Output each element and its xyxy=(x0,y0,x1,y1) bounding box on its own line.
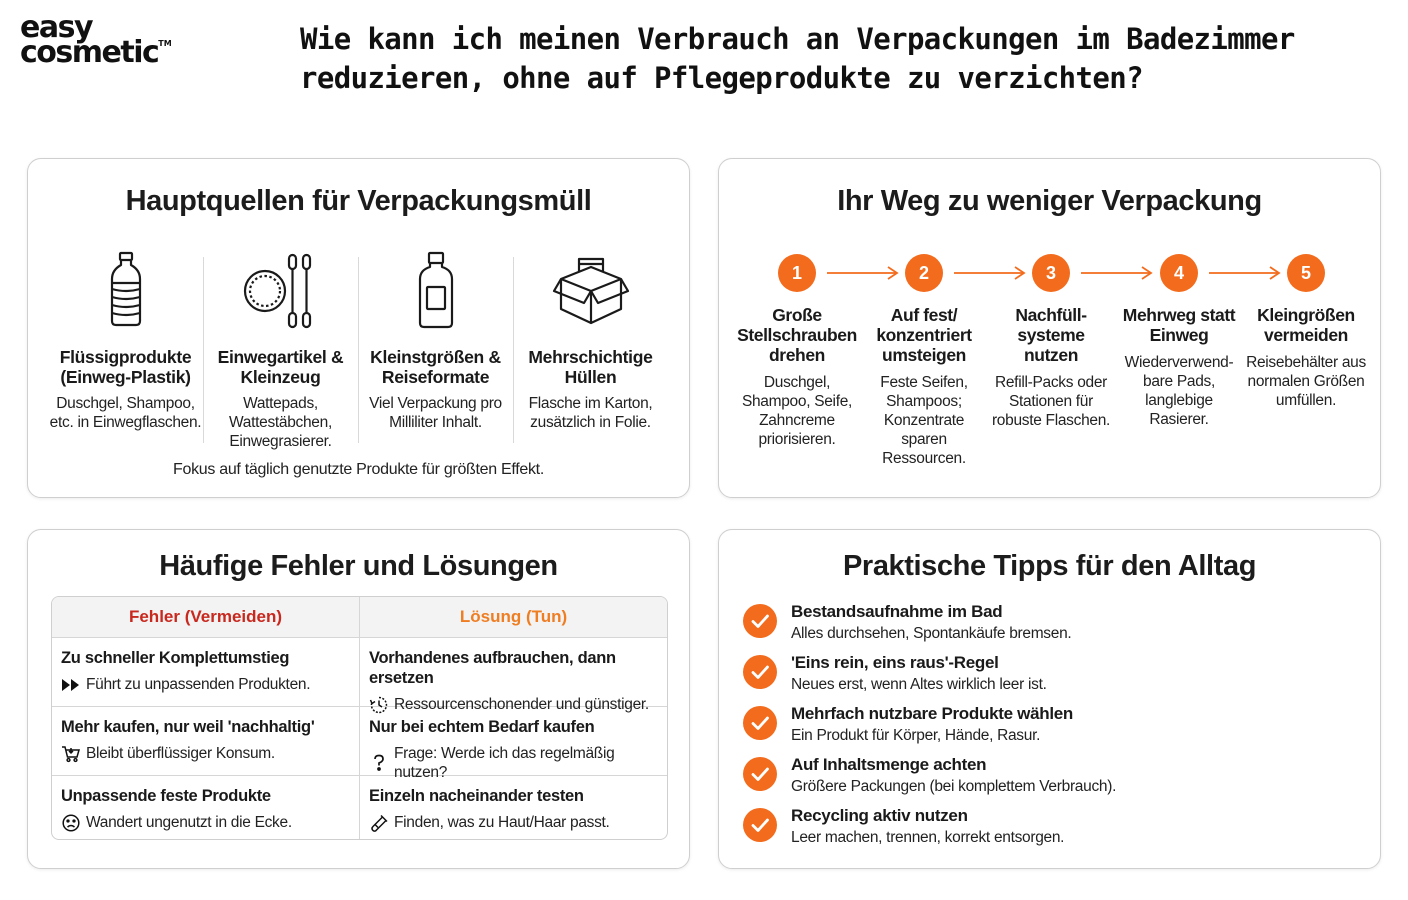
tip-title: Mehrfach nutzbare Produkte wählen xyxy=(791,704,1073,723)
loesung-desc: Finden, was zu Haut/Haar passt. xyxy=(394,814,610,831)
column-header-fehler: Fehler (Vermeiden) xyxy=(128,607,283,626)
fehler-desc-line xyxy=(61,744,350,763)
fehler-desc: Wandert ungenutzt in die Ecke. xyxy=(86,814,292,831)
source-title: Mehrschichtige Hüllen xyxy=(528,347,653,387)
tip-desc: Größere Packungen (bei komplettem Verbrauch). xyxy=(791,778,1117,795)
sources-heading: Hauptquellen für Verpackungsmüll xyxy=(125,185,592,217)
checkmark-icon xyxy=(743,604,777,638)
checkmark-icon xyxy=(743,655,777,689)
fehler-desc: Führt zu unpassenden Produkten. xyxy=(86,676,311,693)
fehler-cell xyxy=(52,707,359,775)
step-number-badge: 5 xyxy=(1287,254,1325,292)
checkmark-icon xyxy=(743,808,777,842)
small-bottle-icon xyxy=(396,251,476,331)
page-title: Wie kann ich meinen Verbrauch an Verpackungen im Badezimmer reduzieren, ohne auf Pflegeprodukte zu verzichten? xyxy=(300,22,1295,95)
loesung-cell xyxy=(359,707,667,781)
sources-footer: Fokus auf täglich genutzte Produkte für größten Effekt. xyxy=(173,461,544,478)
steps-list xyxy=(735,254,1365,474)
fehler-cell xyxy=(52,776,359,840)
fehler-desc-line xyxy=(61,813,350,832)
loesung-title: Vorhandenes aufbrauchen, dann ersetzen xyxy=(369,649,616,687)
step-title: Nachfüll-systeme nutzen xyxy=(1015,305,1087,365)
tip-desc: Leer machen, trennen, korrekt entsorgen. xyxy=(791,829,1065,846)
shopping-cart-icon xyxy=(61,745,81,763)
source-title: Einwegartikel & Kleinzeug xyxy=(217,347,344,387)
tip-title: Bestandsaufnahme im Bad xyxy=(791,602,1003,621)
source-title: Flüssigprodukte (Einweg-Plastik) xyxy=(59,347,192,387)
fast-forward-icon xyxy=(61,676,81,694)
step-number-badge: 1 xyxy=(778,254,816,292)
open-box-icon xyxy=(551,251,631,331)
sad-face-icon xyxy=(61,814,81,832)
step-item xyxy=(1244,254,1368,410)
loesung-title: Nur bei echtem Bedarf kaufen xyxy=(369,718,595,736)
step-number-badge: 3 xyxy=(1032,254,1070,292)
checkmark-icon xyxy=(743,757,777,791)
plastic-bottle-icon xyxy=(86,251,166,331)
table-row xyxy=(52,775,667,840)
cotton-pads-swabs-icon xyxy=(241,251,321,331)
brand-logo xyxy=(20,10,172,70)
source-item xyxy=(358,251,513,441)
list-item xyxy=(743,653,1363,704)
tips-panel xyxy=(718,529,1381,869)
table-header-row xyxy=(52,597,667,637)
step-desc: Reisebehälter aus normalen Größen umfüllen. xyxy=(1246,354,1366,409)
fehler-desc-line xyxy=(61,675,350,694)
logo-trademark: TM xyxy=(158,38,172,48)
table-row xyxy=(52,706,667,781)
loesung-desc: Ressourcenschonender und günstiger. xyxy=(394,696,649,713)
tip-title: Auf Inhaltsmenge achten xyxy=(791,755,987,774)
sources-panel xyxy=(27,158,690,498)
question-mark-icon xyxy=(369,754,389,772)
tips-list xyxy=(743,602,1363,857)
mistakes-heading: Häufige Fehler und Lösungen xyxy=(159,550,558,582)
table-row xyxy=(52,637,667,713)
step-title: Auf fest/ konzentriert umsteigen xyxy=(876,305,972,365)
step-title: Große Stellschrauben drehen xyxy=(737,305,857,365)
fehler-title: Zu schneller Komplettumstieg xyxy=(61,649,290,667)
step-desc: Wiederverwend-bare Pads, langlebige Rasierer. xyxy=(1124,354,1234,428)
source-title: Kleinstgrößen & Reiseformate xyxy=(370,347,501,387)
source-item xyxy=(203,251,358,450)
source-desc: Viel Verpackung pro Milliliter Inhalt. xyxy=(369,395,502,431)
mistakes-table xyxy=(51,596,668,840)
tip-title: Recycling aktiv nutzen xyxy=(791,806,968,825)
test-tube-icon xyxy=(369,814,389,832)
step-desc: Refill-Packs oder Stationen für robuste Flaschen. xyxy=(991,374,1111,429)
source-item xyxy=(513,251,668,441)
loesung-desc: Frage: Werde ich das regelmäßig nutzen? xyxy=(394,745,615,781)
steps-panel xyxy=(718,158,1381,498)
list-item xyxy=(743,704,1363,755)
source-item xyxy=(48,251,203,441)
step-number-badge: 2 xyxy=(905,254,943,292)
steps-heading: Ihr Weg zu weniger Verpackung xyxy=(837,185,1262,217)
sources-list xyxy=(48,251,668,450)
step-title: Kleingrößen vermeiden xyxy=(1257,305,1355,345)
logo-line-2: cosmetic™ xyxy=(20,34,172,70)
column-header-loesung: Lösung (Tun) xyxy=(359,597,667,637)
fehler-title: Mehr kaufen, nur weil 'nachhaltig' xyxy=(61,718,315,736)
tip-desc: Alles durchsehen, Spontankäufe bremsen. xyxy=(791,625,1072,642)
tip-title: 'Eins rein, eins raus'-Regel xyxy=(791,653,999,672)
step-desc: Duschgel, Shampoo, Seife, Zahncreme priorisieren. xyxy=(741,374,853,448)
source-desc: Duschgel, Shampoo, etc. in Einwegflaschen. xyxy=(49,395,202,431)
tips-heading: Praktische Tipps für den Alltag xyxy=(842,550,1257,582)
logo-line-1: easy xyxy=(20,10,93,45)
list-item xyxy=(743,806,1363,857)
list-item xyxy=(743,602,1363,653)
step-desc: Feste Seifen, Shampoos; Konzentrate sparen Ressourcen. xyxy=(880,374,968,467)
loesung-desc-line xyxy=(369,813,658,832)
loesung-cell xyxy=(359,638,667,713)
step-item xyxy=(862,254,986,468)
tip-desc: Neues erst, wenn Altes wirklich leer ist. xyxy=(791,676,1047,693)
step-number-badge: 4 xyxy=(1160,254,1198,292)
loesung-title: Einzeln nacheinander testen xyxy=(369,787,584,805)
step-item xyxy=(735,254,859,449)
source-desc: Flasche im Karton, zusätzlich in Folie. xyxy=(528,395,653,431)
checkmark-icon xyxy=(743,706,777,740)
step-title: Mehrweg statt Einweg xyxy=(1122,305,1236,345)
mistakes-panel xyxy=(27,529,690,869)
fehler-cell xyxy=(52,638,359,706)
loesung-cell xyxy=(359,776,667,840)
fehler-desc: Bleibt überflüssiger Konsum. xyxy=(86,745,275,762)
list-item xyxy=(743,755,1363,806)
source-desc: Wattepads, Wattestäbchen, Einwegrasierer. xyxy=(229,395,332,450)
fehler-title: Unpassende feste Produkte xyxy=(61,787,271,805)
tip-desc: Ein Produkt für Körper, Hände, Rasur. xyxy=(791,727,1041,744)
